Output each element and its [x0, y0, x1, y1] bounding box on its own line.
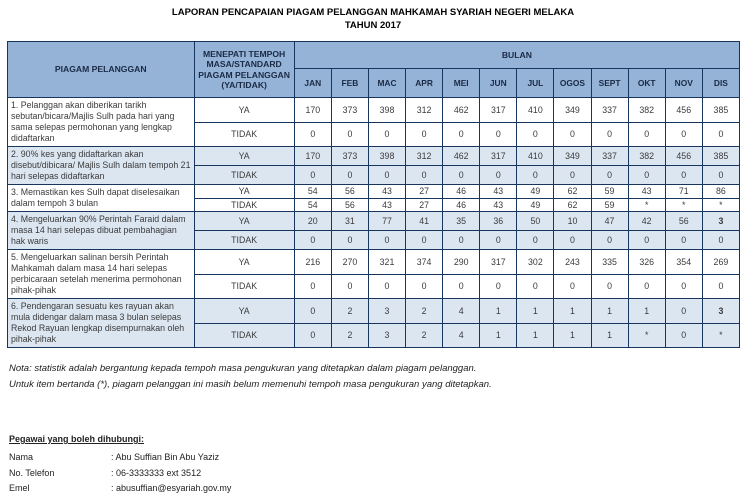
month-header-nov: NOV — [665, 69, 702, 98]
value-cell: 374 — [406, 250, 443, 275]
month-header-jan: JAN — [294, 69, 331, 98]
value-cell: 0 — [628, 231, 665, 250]
value-cell: 49 — [517, 185, 554, 199]
value-cell: 43 — [628, 185, 665, 199]
value-cell: 1 — [628, 299, 665, 324]
value-cell: 3 — [368, 323, 405, 348]
value-cell: * — [702, 198, 739, 212]
charter-item-label: 2. 90% kes yang didaftarkan akan disebut/dibicara/ Majlis Sulh dalam tempoh 21 hari selepas didaftarkan — [8, 147, 195, 185]
value-cell: 0 — [517, 122, 554, 147]
value-cell: 0 — [665, 299, 702, 324]
month-header-sept: SEPT — [591, 69, 628, 98]
contact-label-nama: Nama — [9, 452, 34, 462]
value-cell: 43 — [368, 198, 405, 212]
value-cell: 10 — [554, 212, 591, 231]
value-cell: 462 — [443, 147, 480, 166]
value-cell: 462 — [443, 98, 480, 123]
value-cell: 0 — [591, 122, 628, 147]
value-cell: * — [628, 198, 665, 212]
value-cell: 54 — [294, 198, 331, 212]
value-cell: 59 — [591, 198, 628, 212]
charter-item-label: 6. Pendengaran sesuatu kes rayuan akan mula didengar dalam masa 3 bulan selepas Rekod Rayuan lengkap disempurnakan oleh pihak-pihak — [8, 299, 195, 348]
tidak-cell: TIDAK — [194, 198, 294, 212]
month-header-okt: OKT — [628, 69, 665, 98]
value-cell: 0 — [628, 274, 665, 299]
value-cell: 49 — [517, 198, 554, 212]
contact-label-emel: Emel — [9, 483, 30, 493]
value-cell: 1 — [591, 299, 628, 324]
value-cell: 47 — [591, 212, 628, 231]
value-cell: 337 — [591, 147, 628, 166]
ya-cell: YA — [194, 98, 294, 123]
value-cell: 0 — [591, 166, 628, 185]
contact-row-emel — [9, 481, 739, 497]
value-cell: 0 — [331, 122, 368, 147]
value-cell: 56 — [331, 198, 368, 212]
note-line-2: Untuk item bertanda (*), piagam pelanggan ini masih belum memenuhi tempoh masa pengukuran yang ditetapkan. — [9, 378, 492, 390]
value-cell: 0 — [665, 274, 702, 299]
value-cell: 54 — [294, 185, 331, 199]
value-cell: 0 — [443, 274, 480, 299]
value-cell: 41 — [406, 212, 443, 231]
ya-cell: YA — [194, 250, 294, 275]
value-cell: 382 — [628, 98, 665, 123]
charter-item-2-ya-row — [8, 147, 740, 166]
value-cell: 2 — [406, 323, 443, 348]
value-cell: 0 — [294, 299, 331, 324]
value-cell: 0 — [480, 166, 517, 185]
col-header-piagam-pelanggan: PIAGAM PELANGGAN — [8, 42, 195, 98]
value-cell: 0 — [368, 166, 405, 185]
value-cell: 0 — [443, 122, 480, 147]
value-cell: * — [665, 198, 702, 212]
charter-item-label: 3. Memastikan kes Sulh dapat diselesaikan dalam tempoh 3 bulan — [8, 185, 195, 212]
value-cell: 1 — [554, 299, 591, 324]
value-cell: 0 — [294, 122, 331, 147]
value-cell: 0 — [331, 166, 368, 185]
value-cell: 335 — [591, 250, 628, 275]
value-cell: 410 — [517, 98, 554, 123]
value-cell: 317 — [480, 98, 517, 123]
value-cell: 1 — [591, 323, 628, 348]
value-cell: 216 — [294, 250, 331, 275]
report-year: TAHUN 2017 — [344, 20, 402, 31]
col-header-bulan: BULAN — [294, 42, 739, 69]
value-cell: * — [702, 323, 739, 348]
value-cell: 385 — [702, 98, 739, 123]
value-cell: 46 — [443, 185, 480, 199]
value-cell: 0 — [702, 231, 739, 250]
charter-item-4-ya-row — [8, 212, 740, 231]
value-cell: 312 — [406, 98, 443, 123]
value-cell: 0 — [294, 323, 331, 348]
value-cell: 62 — [554, 198, 591, 212]
value-cell: 0 — [480, 231, 517, 250]
value-cell: 317 — [480, 147, 517, 166]
value-cell: 0 — [517, 274, 554, 299]
value-cell: 0 — [665, 166, 702, 185]
value-cell: 43 — [368, 185, 405, 199]
value-cell: 3 — [702, 212, 739, 231]
value-cell: 170 — [294, 147, 331, 166]
value-cell: 0 — [331, 231, 368, 250]
charter-item-label: 1. Pelanggan akan diberikan tarikh sebutan/bicara/Majlis Sulh pada hari yang sama selepas permohonan yang lengkap didaftarkan — [8, 98, 195, 147]
contact-row-telefon — [9, 466, 739, 482]
value-cell: 50 — [517, 212, 554, 231]
value-cell: 317 — [480, 250, 517, 275]
month-header-mei: MEI — [443, 69, 480, 98]
value-cell: 0 — [406, 231, 443, 250]
tidak-cell: TIDAK — [194, 122, 294, 147]
month-header-ogos: OGOS — [554, 69, 591, 98]
value-cell: 42 — [628, 212, 665, 231]
charter-item-label: 5. Mengeluarkan salinan bersih Perintah Mahkamah dalam masa 14 hari selepas perbicaraan setelah menerima permohonan pihak-pihak — [8, 250, 195, 299]
charter-item-label: 4. Mengeluarkan 90% Perintah Faraid dalam masa 14 hari selepas dibuat pembahagian hak waris — [8, 212, 195, 250]
value-cell: 86 — [702, 185, 739, 199]
contact-section — [9, 434, 739, 497]
tidak-cell: TIDAK — [194, 323, 294, 348]
value-cell: 0 — [554, 274, 591, 299]
tidak-cell: TIDAK — [194, 166, 294, 185]
note-line-1: Nota: statistik adalah bergantung kepada tempoh masa pengukuran yang ditetapkan dalam piagam pelanggan. — [9, 363, 477, 374]
contact-value-telefon: : 06-3333333 ext 3512 — [111, 467, 202, 478]
value-cell: 56 — [665, 212, 702, 231]
value-cell: 0 — [406, 122, 443, 147]
value-cell: 2 — [331, 299, 368, 324]
report-title: LAPORAN PENCAPAIAN PIAGAM PELANGGAN MAHKAMAH SYARIAH NEGERI MELAKA — [171, 7, 575, 18]
value-cell: 312 — [406, 147, 443, 166]
value-cell: 20 — [294, 212, 331, 231]
header-row-top — [8, 42, 740, 69]
value-cell: 0 — [443, 166, 480, 185]
value-cell: 337 — [591, 98, 628, 123]
value-cell: 56 — [331, 185, 368, 199]
value-cell: 3 — [368, 299, 405, 324]
charter-item-1-ya-row — [8, 98, 740, 123]
value-cell: 0 — [406, 274, 443, 299]
month-header-feb: FEB — [331, 69, 368, 98]
value-cell: 243 — [554, 250, 591, 275]
tidak-cell: TIDAK — [194, 274, 294, 299]
month-header-mac: MAC — [368, 69, 405, 98]
value-cell: 1 — [517, 323, 554, 348]
value-cell: 321 — [368, 250, 405, 275]
value-cell: 2 — [331, 323, 368, 348]
value-cell: 43 — [480, 185, 517, 199]
value-cell: 46 — [443, 198, 480, 212]
value-cell: 31 — [331, 212, 368, 231]
value-cell: 0 — [406, 166, 443, 185]
ya-cell: YA — [194, 147, 294, 166]
value-cell: 385 — [702, 147, 739, 166]
value-cell: 373 — [331, 147, 368, 166]
value-cell: 0 — [554, 166, 591, 185]
contact-row-nama — [9, 450, 739, 466]
value-cell: 382 — [628, 147, 665, 166]
value-cell: 71 — [665, 185, 702, 199]
value-cell: 0 — [665, 122, 702, 147]
value-cell: 349 — [554, 147, 591, 166]
value-cell: 398 — [368, 147, 405, 166]
value-cell: 0 — [331, 274, 368, 299]
charter-table-body — [8, 98, 740, 348]
value-cell: 0 — [554, 122, 591, 147]
value-cell: 410 — [517, 147, 554, 166]
contact-heading: Pegawai yang boleh dihubungi: — [9, 434, 145, 444]
value-cell: 373 — [331, 98, 368, 123]
value-cell: 456 — [665, 147, 702, 166]
value-cell: 326 — [628, 250, 665, 275]
ya-cell: YA — [194, 299, 294, 324]
charter-item-3-ya-row — [8, 185, 740, 199]
value-cell: 0 — [480, 122, 517, 147]
value-cell: 0 — [294, 231, 331, 250]
value-cell: 0 — [628, 166, 665, 185]
value-cell: 27 — [406, 198, 443, 212]
value-cell: 290 — [443, 250, 480, 275]
value-cell: 0 — [368, 122, 405, 147]
value-cell: 35 — [443, 212, 480, 231]
month-header-jun: JUN — [480, 69, 517, 98]
contact-label-telefon: No. Telefon — [9, 467, 55, 478]
value-cell: 77 — [368, 212, 405, 231]
value-cell: 0 — [554, 231, 591, 250]
value-cell: 269 — [702, 250, 739, 275]
value-cell: 43 — [480, 198, 517, 212]
month-header-dis: DIS — [702, 69, 739, 98]
value-cell: 349 — [554, 98, 591, 123]
ya-cell: YA — [194, 212, 294, 231]
tidak-cell: TIDAK — [194, 231, 294, 250]
value-cell: 1 — [480, 299, 517, 324]
value-cell: 4 — [443, 299, 480, 324]
value-cell: 354 — [665, 250, 702, 275]
value-cell: 0 — [294, 166, 331, 185]
value-cell: 0 — [591, 274, 628, 299]
value-cell: 170 — [294, 98, 331, 123]
contact-value-emel: : abusuffian@esyariah.gov.my — [111, 483, 232, 493]
value-cell: 0 — [665, 231, 702, 250]
value-cell: * — [628, 323, 665, 348]
value-cell: 0 — [702, 122, 739, 147]
value-cell: 456 — [665, 98, 702, 123]
value-cell: 1 — [517, 299, 554, 324]
value-cell: 0 — [665, 323, 702, 348]
value-cell: 27 — [406, 185, 443, 199]
value-cell: 0 — [368, 274, 405, 299]
value-cell: 1 — [554, 323, 591, 348]
value-cell: 59 — [591, 185, 628, 199]
value-cell: 0 — [628, 122, 665, 147]
notes-section — [9, 361, 739, 392]
value-cell: 0 — [368, 231, 405, 250]
month-header-apr: APR — [406, 69, 443, 98]
value-cell: 0 — [591, 231, 628, 250]
value-cell: 0 — [294, 274, 331, 299]
charter-table — [7, 41, 740, 348]
value-cell: 36 — [480, 212, 517, 231]
value-cell: 2 — [406, 299, 443, 324]
charter-item-6-ya-row — [8, 299, 740, 324]
value-cell: 0 — [517, 231, 554, 250]
charter-table-header — [8, 42, 740, 98]
contact-value-nama: : Abu Suffian Bin Abu Yaziz — [111, 452, 220, 462]
value-cell: 270 — [331, 250, 368, 275]
value-cell: 302 — [517, 250, 554, 275]
month-header-jul: JUL — [517, 69, 554, 98]
value-cell: 0 — [702, 274, 739, 299]
value-cell: 0 — [443, 231, 480, 250]
charter-item-5-ya-row — [8, 250, 740, 275]
value-cell: 0 — [517, 166, 554, 185]
value-cell: 0 — [702, 166, 739, 185]
col-header-menepati-tempoh: MENEPATI TEMPOH MASA/STANDARD PIAGAM PELANGGAN (YA/TIDAK) — [194, 42, 294, 98]
value-cell: 3 — [702, 299, 739, 324]
ya-cell: YA — [194, 185, 294, 199]
value-cell: 1 — [480, 323, 517, 348]
value-cell: 4 — [443, 323, 480, 348]
value-cell: 62 — [554, 185, 591, 199]
value-cell: 0 — [480, 274, 517, 299]
value-cell: 398 — [368, 98, 405, 123]
